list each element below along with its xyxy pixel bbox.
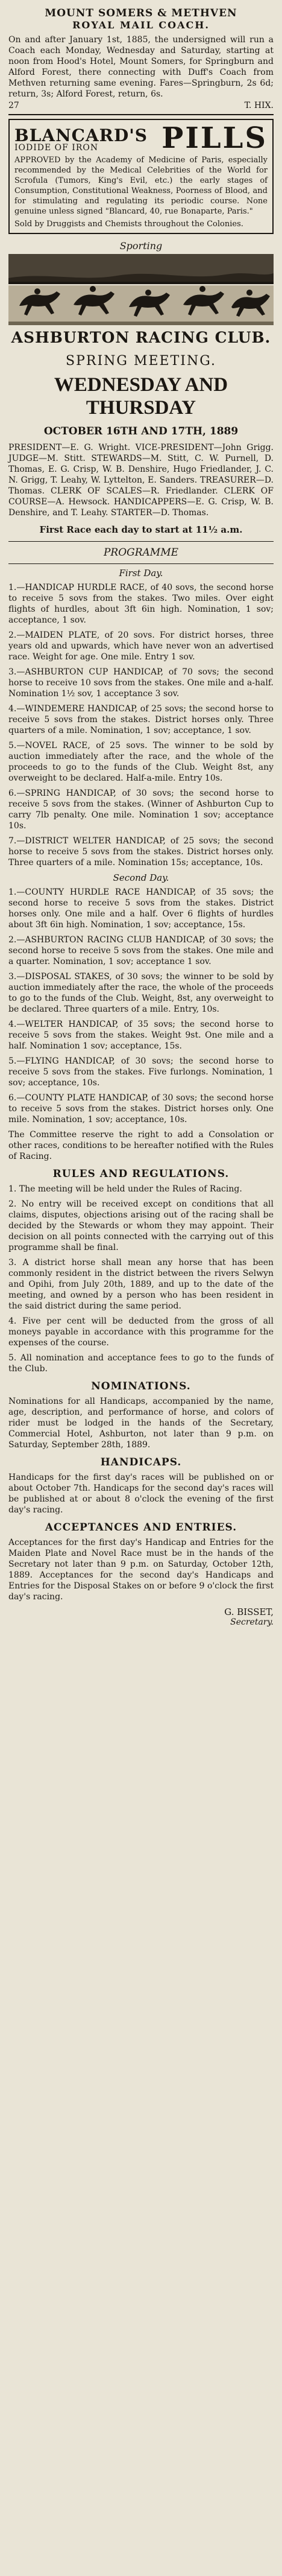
coach-ad-code: 27 xyxy=(8,101,19,110)
race-entry: 5.—NOVEL RACE, of 25 sovs. The winner to be sold by auction immediately after the race, and the whole of the proceeds to go to the funds of the Club. Weight 8st, any overweight to be declared. Half-a-mile. Entry 10s. xyxy=(8,741,274,783)
handicaps-heading: HANDICAPS. xyxy=(100,1456,182,1468)
meeting-dates: OCTOBER 16TH AND 17TH, 1889 xyxy=(43,425,239,437)
coach-ad-subtitle: ROYAL MAIL COACH. xyxy=(72,19,210,31)
coach-advertisement xyxy=(8,7,274,110)
race-entry: 3.—ASHBURTON CUP HANDICAP, of 70 sovs; the second horse to receive 10 sovs from the stakes. One mile and a-half. Nomination 1½ sov, 1 acceptance 3 sov. xyxy=(8,667,274,699)
divider xyxy=(8,114,274,115)
nominations-heading: NOMINATIONS. xyxy=(91,1380,191,1392)
club-title: ASHBURTON RACING CLUB. xyxy=(11,329,271,346)
secretary-name: G. BISSET, xyxy=(224,1607,274,1617)
race-entry: 4.—WINDEMERE HANDICAP, of 25 sovs; the second horse to receive 5 sovs from the stakes. District horses only. Three quarters of a mile. Nomination, 1 sov; acceptance, 1 sov. xyxy=(8,704,274,735)
rule-item: 5. All nomination and acceptance fees to go to the funds of the Club. xyxy=(8,1353,274,1374)
first-day-heading: First Day. xyxy=(119,568,163,579)
first-race-notice: First Race each day to start at 11½ a.m. xyxy=(39,524,243,535)
handicaps-text: Handicaps for the first day's races will be published on or about October 7th. Handicaps for the second day's races will be published at or about 8 o'clock the evening of the first day's racing. xyxy=(8,1473,274,1515)
coach-ad-footer xyxy=(8,101,274,110)
sporting-heading: Sporting xyxy=(119,240,163,252)
second-day-races xyxy=(8,887,274,1125)
coach-ad-title: MOUNT SOMERS & METHVEN xyxy=(45,7,237,19)
rule-item: 3. A district horse shall mean any horse that has been commonly resident in the district between the rivers Selwyn and Opihi, from July 20th, 1889, and up to the date of the meeting, and owned by a person who has been resident in the said district during the same period. xyxy=(8,1258,274,1311)
nominations-text: Nominations for all Handicaps, accompanied by the name, age, description, and performance of horse, and colors of rider must be lodged in the hands of the Secretary, Commercial Hotel, Ashburton, not later than 9 p.m. on Saturday, September 28th, 1889. xyxy=(8,1397,274,1450)
blancard-footer: Sold by Druggists and Chemists throughout the Colonies. xyxy=(14,220,243,229)
rule-item: 1. The meeting will be held under the Rules of Racing. xyxy=(8,1184,242,1194)
blancard-product: PILLS xyxy=(161,121,268,155)
first-day-races xyxy=(8,582,274,868)
race-entry: 2.—MAIDEN PLATE, of 20 sovs. For district horses, three years old and upwards, which have never won an advertised race. Weight for age. One mile. Entry 1 sov. xyxy=(8,630,274,662)
race-entry: 6.—SPRING HANDICAP, of 30 sovs; the second horse to receive 5 sovs from the stakes. (Winner of Ashburton Cup to carry 7lb penalty. One mile. Nomination 1 sov; acceptance 10s. xyxy=(8,788,274,831)
blancard-body: APPROVED by the Academy of Medicine of Paris, especially recommended by the Medical Celebrities of the World for Scrofula (Tumors, King's Evil, etc.) the early stages of Consumption, Constitutional Weakness, Poorness of Blood, and for stimulating and regulating its periodic course. None genuine unless signed "Blancard, 40, rue Bonaparte, Paris." xyxy=(14,156,268,216)
programme-heading: PROGRAMME xyxy=(103,547,179,559)
divider xyxy=(8,541,274,542)
rule-item: 2. No entry will be received except on conditions that all claims, disputes, objections arising out of the racing shall be decided by the Stewards or whom they may appoint. Their decision on all points connected with the carrying out of this programme shall be final. xyxy=(8,1199,274,1252)
blancard-name: BLANCARD'S xyxy=(14,125,148,145)
race-entry: 1.—HANDICAP HURDLE RACE, of 40 sovs, the second horse to receive 5 sovs from the stakes. Two miles. Over eight flights of hurdles, about 3ft 6in high. Nomination, 1 sov; acceptance, 1 sov. xyxy=(8,583,274,625)
rules-heading: RULES AND REGULATIONS. xyxy=(52,1168,230,1180)
race-entry: 3.—DISPOSAL STAKES, of 30 sovs; the winner to be sold by auction immediately after the race, the whole of the proceeds to go to the funds of the Club. Weight, 8st, any overweight to be declared. Three quarters of a mile. Entry, 10s. xyxy=(8,972,274,1014)
coach-ad-body: On and after January 1st, 1885, the undersigned will run a Coach each Monday, Wednesday and Saturday, starting at noon from Hood's Hotel, Mount Somers, for Springburn and Alford Forest, there connecting with Duff's Coach from Methven returning same evening. Fares—Springburn, 2s 6d; return, 3s; Alford Forest, return, 6s. xyxy=(8,35,274,99)
divider xyxy=(8,563,274,564)
race-entry: 4.—WELTER HANDICAP, of 35 sovs; the second horse to receive 5 sovs from the stakes. Weight 9st. One mile and a half. Nomination 1 sov; acceptance, 15s. xyxy=(8,1020,274,1051)
race-entry: 5.—FLYING HANDICAP, of 30 sovs; the second horse to receive 5 sovs from the stakes. Five furlongs. Nomination, 1 sov; acceptance, 10s. xyxy=(8,1056,274,1088)
blancard-heading xyxy=(14,121,268,155)
days-title: WEDNESDAY AND THURSDAY xyxy=(54,374,228,419)
race-entry: 1.—COUNTY HURDLE RACE HANDICAP, of 35 sovs; the second horse to receive 5 sovs from the stakes. District horses only. One mile and a half. Over 6 flights of hurdles about 3ft 6in high. Nomination, 1 sov; acceptance, 15s. xyxy=(8,887,274,930)
blancard-advertisement xyxy=(8,119,274,234)
acceptances-text: Acceptances for the first day's Handicap and Entries for the Maiden Plate and Novel Race must be in the hands of the Secretary not later than 9 p.m. on Saturday, October 12th, 1889. Acceptances for the second day's Handicaps and Entries for the Disposal Stakes on or before 9 o'clock the first day's racing. xyxy=(8,1538,274,1602)
race-entry: 2.—ASHBURTON RACING CLUB HANDICAP, of 30 sovs; the second horse to receive 5 sovs from the stakes. One mile and a quarter. Nomination, 1 sov; acceptance 1 sov. xyxy=(8,935,274,966)
secretary-title: Secretary. xyxy=(230,1617,274,1627)
horse-race-illustration xyxy=(8,254,274,325)
meeting-title: SPRING MEETING. xyxy=(66,354,216,369)
race-entry: 7.—DISTRICT WELTER HANDICAP, of 25 sovs; the second horse to receive 5 sovs from the stakes. District horses only. Three quarters of a mile. Nomination 15s; acceptance, 10s. xyxy=(8,836,274,868)
race-entry: 6.—COUNTY PLATE HANDICAP, of 30 sovs; the second horse to receive 5 sovs from the stakes. District horses only. One mile. Nomination, 1 sov; acceptance, 10s. xyxy=(8,1093,274,1125)
rule-item: 4. Five per cent will be deducted from the gross of all moneys payable in accordance with this programme for the expenses of the course. xyxy=(8,1316,274,1348)
committee-note: The Committee reserve the right to add a Consolation or other races, conditions to be hereafter notified with the Rules of Racing. xyxy=(8,1130,274,1161)
second-day-heading: Second Day. xyxy=(113,872,169,883)
blancard-subtitle: IODIDE OF IRON xyxy=(14,143,99,153)
acceptances-heading: ACCEPTANCES AND ENTRIES. xyxy=(45,1521,237,1534)
officials-list: PRESIDENT—E. G. Wright. VICE-PRESIDENT—John Grigg. JUDGE—M. Stitt. STEWARDS—M. Stitt, C. W. Purnell, D. Thomas, E. G. Crisp, W. B. Denshire, Hugo Friedlander, J. C. N. Grigg, T. Leahy, W. Lyttelton, E. Sanders. TREASURER—D. Thomas. CLERK OF SCALES—R. Friedlander. CLERK OF COURSE—A. Hewsock. HANDICAPPERS—E. G. Crisp, W. B. Denshire, and T. Leahy. STARTER—D. Thomas. xyxy=(8,443,274,518)
coach-ad-signature: T. HIX. xyxy=(244,101,274,110)
rules-list xyxy=(8,1184,274,1374)
